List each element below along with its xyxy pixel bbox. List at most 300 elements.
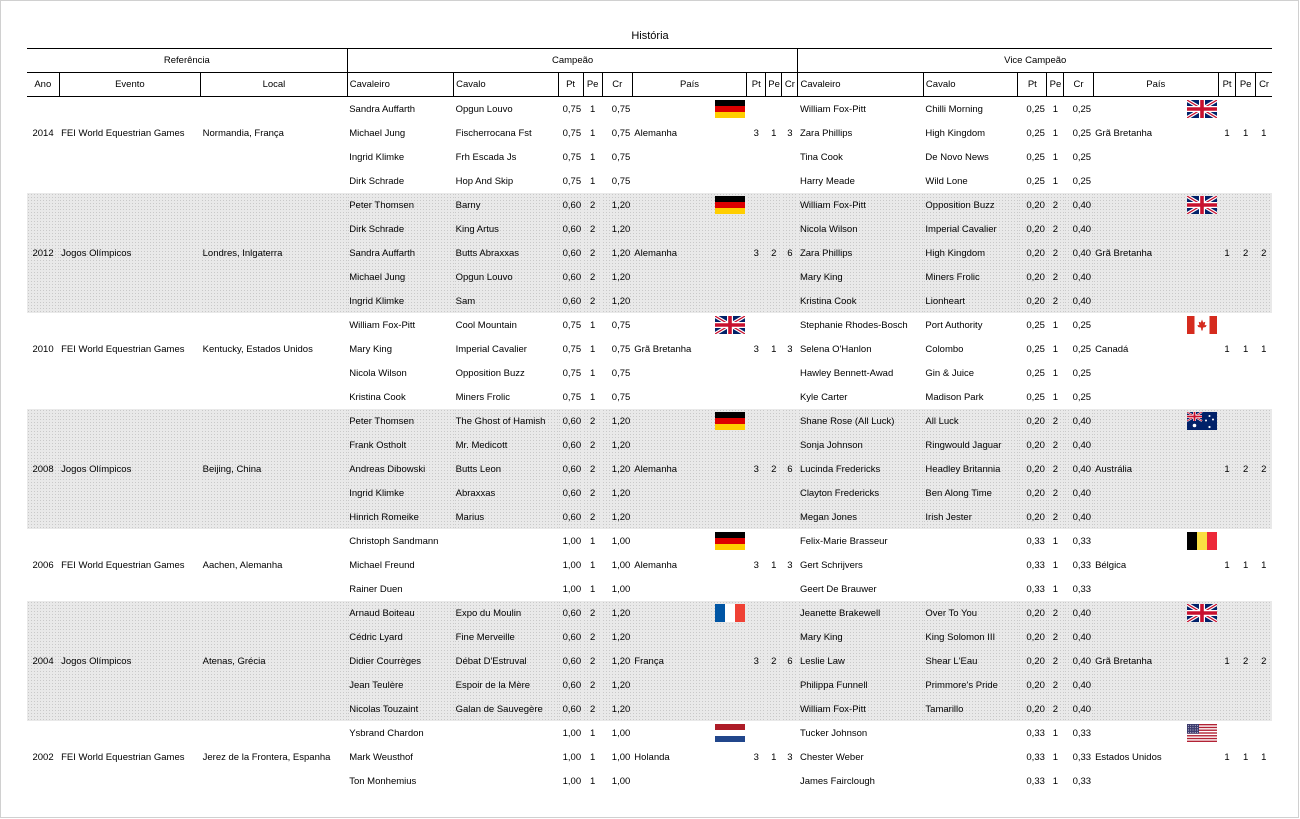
champion-total-cr <box>782 169 798 193</box>
vice-flag-cell <box>1093 601 1218 625</box>
vice-rider-cr: 0,25 <box>1072 343 1092 355</box>
vice-total-pe <box>1236 577 1256 601</box>
champion-rider-pt: 0,60 <box>558 217 583 241</box>
event-cell <box>59 145 201 169</box>
champion-total-pe <box>766 289 782 313</box>
vice-horse: Irish Jester <box>923 505 1017 529</box>
vice-total-cr <box>1256 577 1272 601</box>
champion-horse <box>454 577 558 601</box>
champion-horse: Marius <box>454 505 558 529</box>
vice-rider-pt: 0,20 <box>1018 265 1047 289</box>
vice-total-cr: 2 <box>1256 457 1272 481</box>
vice-total-pt <box>1219 193 1236 217</box>
champion-rider: Cédric Lyard <box>347 625 453 649</box>
champion-rider-pe: 1 <box>589 775 596 787</box>
vice-total-pe <box>1236 433 1256 457</box>
vice-rider-cr: 0,33 <box>1072 583 1092 595</box>
header-evento: Evento <box>59 73 201 97</box>
vice-total-pt <box>1219 289 1236 313</box>
champion-rider-pt: 0,60 <box>558 697 583 721</box>
champion-rider: Mark Weusthof <box>349 751 413 763</box>
champion-rider-pe: 2 <box>583 697 602 721</box>
champion-total-cr: 3 <box>787 751 793 763</box>
champion-rider-pe: 1 <box>589 151 596 163</box>
vice-rider: Kyle Carter <box>799 391 848 403</box>
champion-rider-pt: 0,75 <box>562 391 582 403</box>
vice-rider-cr: 0,25 <box>1072 151 1092 163</box>
champion-country <box>632 385 746 409</box>
group-vice: Vice Campeão <box>798 49 1272 73</box>
vice-rider-cr: 0,33 <box>1072 751 1092 763</box>
champion-horse: Imperial Cavalier <box>455 343 527 355</box>
vice-rider: Stephanie Rhodes-Bosch <box>799 319 908 331</box>
champion-horse: Expo du Moulin <box>454 601 558 625</box>
champion-rider-cr: 1,20 <box>602 649 632 673</box>
champion-rider: Sandra Auffarth <box>347 241 453 265</box>
location-cell <box>201 625 348 649</box>
champion-country: França <box>632 649 746 673</box>
champion-total-pe: 2 <box>766 457 782 481</box>
champion-country <box>632 289 746 313</box>
vice-rider-pe: 2 <box>1047 241 1064 265</box>
vice-rider-cr: 0,40 <box>1064 193 1093 217</box>
vice-rider: Philippa Funnell <box>798 673 923 697</box>
vice-horse: Opposition Buzz <box>923 193 1017 217</box>
vice-total-pt <box>1219 409 1236 433</box>
champion-rider-pt: 0,75 <box>562 103 582 115</box>
vice-country <box>1093 505 1218 529</box>
champion-horse <box>454 745 558 769</box>
location-cell <box>201 361 348 385</box>
vice-rider-cr: 0,40 <box>1064 241 1093 265</box>
champion-rider-pt: 0,60 <box>558 409 583 433</box>
vice-rider-pt: 0,33 <box>1026 751 1045 763</box>
champion-rider-pe: 1 <box>589 535 596 547</box>
champion-horse <box>454 553 558 577</box>
champion-total-pe: 1 <box>771 343 777 355</box>
champion-horse: Cool Mountain <box>455 319 517 331</box>
vice-country <box>1093 217 1218 241</box>
vice-total-pt <box>1219 529 1236 553</box>
vice-total-cr: 2 <box>1256 649 1272 673</box>
champion-rider-pt: 1,00 <box>562 535 582 547</box>
vice-rider-pt: 0,33 <box>1026 775 1045 787</box>
vice-total-pt <box>1219 601 1236 625</box>
champion-flag-cell <box>632 529 746 553</box>
champion-total-pt <box>747 409 766 433</box>
vice-rider-pe: 2 <box>1047 625 1064 649</box>
champion-country <box>632 577 746 601</box>
vice-rider: Tina Cook <box>799 151 843 163</box>
vice-rider-cr: 0,40 <box>1064 697 1093 721</box>
year-cell <box>27 97 59 122</box>
vice-rider-pe: 1 <box>1052 535 1059 547</box>
table-row <box>27 121 1272 145</box>
champion-country <box>632 265 746 289</box>
table-row <box>27 313 1272 337</box>
vice-country: Bélgica <box>1095 559 1127 571</box>
vice-rider: Zara Phillips <box>799 127 853 139</box>
champion-rider-cr: 1,20 <box>602 265 632 289</box>
vice-rider-pt: 0,25 <box>1026 367 1045 379</box>
champion-rider-cr: 0,75 <box>611 391 631 403</box>
germany-flag-icon <box>715 412 745 430</box>
champion-total-cr <box>782 313 798 337</box>
vice-rider-pe: 2 <box>1047 409 1064 433</box>
champion-rider-pe: 1 <box>589 367 596 379</box>
champion-total-cr: 6 <box>782 457 798 481</box>
vice-rider-pt: 0,20 <box>1018 601 1047 625</box>
vice-rider-pe: 2 <box>1047 457 1064 481</box>
vice-rider: Clayton Fredericks <box>798 481 923 505</box>
champion-total-cr <box>782 601 798 625</box>
location-cell <box>201 673 348 697</box>
champion-total-cr <box>782 433 798 457</box>
champion-rider-cr: 1,00 <box>611 559 631 571</box>
vice-country <box>1093 481 1218 505</box>
champion-total-pe <box>766 265 782 289</box>
champion-rider: Dirk Schrade <box>349 175 405 187</box>
location-cell <box>201 193 348 217</box>
table-row <box>27 217 1272 241</box>
champion-country <box>632 481 746 505</box>
year-cell <box>27 313 59 337</box>
vice-total-pe <box>1236 769 1256 793</box>
champion-rider-cr: 1,00 <box>611 727 631 739</box>
champion-total-pe <box>766 193 782 217</box>
vice-rider-pt: 0,25 <box>1026 343 1045 355</box>
champion-rider-pe: 2 <box>583 289 602 313</box>
champion-rider: Arnaud Boiteau <box>347 601 453 625</box>
champion-horse: King Artus <box>454 217 558 241</box>
vice-total-pt <box>1219 217 1236 241</box>
vice-rider-cr: 0,33 <box>1072 775 1092 787</box>
event-cell <box>59 601 201 625</box>
champion-total-cr: 3 <box>787 127 793 139</box>
champion-rider-cr: 0,75 <box>611 103 631 115</box>
champion-total-cr <box>782 697 798 721</box>
location-cell <box>201 289 348 313</box>
champion-total-pe <box>766 97 782 122</box>
vice-rider-cr: 0,40 <box>1064 457 1093 481</box>
vice-rider-pe: 1 <box>1052 583 1059 595</box>
vice-rider-pe: 1 <box>1052 343 1059 355</box>
champion-rider-cr: 0,75 <box>611 319 631 331</box>
champion-total-pe <box>766 577 782 601</box>
champion-total-pt <box>747 577 766 601</box>
vice-total-cr: 1 <box>1261 127 1267 139</box>
usa-flag-icon <box>1187 724 1217 742</box>
vice-horse: Ben Along Time <box>923 481 1017 505</box>
vice-rider-pt: 0,33 <box>1026 559 1045 571</box>
vice-total-cr <box>1256 505 1272 529</box>
champion-rider-cr: 1,20 <box>602 289 632 313</box>
location-cell: Atenas, Grécia <box>201 649 348 673</box>
table-row <box>27 145 1272 169</box>
vice-total-cr: 2 <box>1256 241 1272 265</box>
year-cell <box>27 481 59 505</box>
champion-total-pe: 1 <box>771 559 777 571</box>
year-cell <box>27 529 59 553</box>
champion-total-pe <box>766 601 782 625</box>
location-cell <box>201 769 348 793</box>
champion-total-pe: 2 <box>766 649 782 673</box>
champion-country: Alemanha <box>634 127 678 139</box>
champion-total-pt <box>747 721 766 745</box>
table-row <box>27 505 1272 529</box>
champion-total-pe: 1 <box>771 751 777 763</box>
vice-rider: Shane Rose (All Luck) <box>798 409 923 433</box>
vice-total-cr <box>1256 697 1272 721</box>
vice-horse <box>923 721 1017 745</box>
group-campeao: Campeão <box>347 49 798 73</box>
vice-rider-pe: 2 <box>1047 673 1064 697</box>
champion-rider-pe: 1 <box>589 127 596 139</box>
vice-total-pe <box>1236 601 1256 625</box>
vice-total-cr <box>1256 169 1272 193</box>
vice-rider: Felix-Marie Brasseur <box>799 535 888 547</box>
champion-rider: Rainer Duen <box>349 583 403 595</box>
year-cell <box>27 193 59 217</box>
champion-horse: Fine Merveille <box>454 625 558 649</box>
vice-rider-pe: 2 <box>1047 505 1064 529</box>
vice-horse: Gin & Juice <box>925 367 974 379</box>
vice-horse: Shear L'Eau <box>923 649 1017 673</box>
table-row <box>27 241 1272 265</box>
location-cell: Normandia, França <box>202 127 284 139</box>
vice-rider-pe: 1 <box>1052 727 1059 739</box>
vice-rider-cr: 0,25 <box>1072 103 1092 115</box>
vice-rider: Kristina Cook <box>798 289 923 313</box>
champion-total-pe <box>766 529 782 553</box>
vice-total-pe: 1 <box>1242 343 1249 355</box>
champion-rider-cr: 1,20 <box>602 241 632 265</box>
location-cell <box>201 505 348 529</box>
vice-total-cr: 1 <box>1261 751 1267 763</box>
vice-country: Austrália <box>1093 457 1218 481</box>
champion-rider-pe: 2 <box>583 481 602 505</box>
vice-horse: All Luck <box>923 409 1017 433</box>
year-cell: 2012 <box>27 241 59 265</box>
year-cell <box>27 289 59 313</box>
vice-rider-pt: 0,20 <box>1018 241 1047 265</box>
vice-horse: Lionheart <box>923 289 1017 313</box>
vice-rider-cr: 0,25 <box>1072 367 1092 379</box>
vice-horse: Madison Park <box>925 391 984 403</box>
champion-rider-cr: 0,75 <box>611 343 631 355</box>
table-row <box>27 481 1272 505</box>
vice-total-cr: 1 <box>1261 559 1267 571</box>
table-row <box>27 97 1272 122</box>
vice-total-pe <box>1236 169 1256 193</box>
germany-flag-icon <box>715 100 745 118</box>
vice-total-pe <box>1236 505 1256 529</box>
vice-horse <box>923 769 1017 793</box>
location-cell <box>201 481 348 505</box>
header-cr: Cr <box>602 73 632 97</box>
vice-total-pe <box>1236 721 1256 745</box>
event-cell <box>59 577 201 601</box>
vice-horse: Imperial Cavalier <box>923 217 1017 241</box>
champion-rider-pt: 1,00 <box>562 751 582 763</box>
champion-rider-pt: 1,00 <box>562 727 582 739</box>
year-cell <box>27 601 59 625</box>
champion-rider-cr: 1,00 <box>611 751 631 763</box>
champion-total-pe: 2 <box>766 241 782 265</box>
champion-total-pe <box>766 481 782 505</box>
year-cell <box>27 769 59 793</box>
vice-total-cr <box>1256 193 1272 217</box>
vice-total-cr <box>1256 409 1272 433</box>
vice-total-pt <box>1219 169 1236 193</box>
vice-flag-cell <box>1093 529 1218 553</box>
champion-country <box>632 697 746 721</box>
vice-rider-pe: 2 <box>1047 217 1064 241</box>
vice-total-cr <box>1256 529 1272 553</box>
champion-country: Grã Bretanha <box>634 343 692 355</box>
event-cell <box>59 385 201 409</box>
champion-rider-pt: 0,75 <box>562 367 582 379</box>
vice-country: Grã Bretanha <box>1093 241 1218 265</box>
vice-country: Estados Unidos <box>1095 751 1162 763</box>
champion-rider-cr: 0,75 <box>611 175 631 187</box>
vice-flag-cell <box>1093 721 1218 745</box>
vice-rider-pe: 2 <box>1047 649 1064 673</box>
table-row <box>27 433 1272 457</box>
champion-total-pe <box>766 169 782 193</box>
vice-country: Grã Bretanha <box>1093 649 1218 673</box>
champion-horse: Opgun Louvo <box>455 103 513 115</box>
champion-horse: Mr. Medicott <box>454 433 558 457</box>
champion-country <box>632 505 746 529</box>
champion-horse: Opgun Louvo <box>454 265 558 289</box>
header-cavalo: Cavalo <box>923 73 1017 97</box>
vice-rider-pe: 2 <box>1047 481 1064 505</box>
champion-rider: Ingrid Klimke <box>349 151 405 163</box>
champion-rider: Peter Thomsen <box>347 193 453 217</box>
vice-rider-pe: 1 <box>1052 559 1059 571</box>
champion-rider-pt: 0,75 <box>562 175 582 187</box>
champion-horse <box>454 721 558 745</box>
belgium-flag-icon <box>1187 532 1217 550</box>
location-cell: Beijing, China <box>201 457 348 481</box>
year-cell <box>27 265 59 289</box>
vice-rider-pe: 2 <box>1047 433 1064 457</box>
location-cell <box>201 265 348 289</box>
header-cr: Cr <box>782 73 798 97</box>
champion-total-cr <box>782 193 798 217</box>
champion-country <box>632 625 746 649</box>
champion-rider-cr: 1,20 <box>602 505 632 529</box>
year-cell <box>27 361 59 385</box>
location-cell <box>201 601 348 625</box>
vice-country <box>1093 169 1218 193</box>
champion-horse: Miners Frolic <box>455 391 510 403</box>
champion-horse: Butts Leon <box>454 457 558 481</box>
vice-total-pt <box>1219 673 1236 697</box>
vice-rider-pe: 1 <box>1052 103 1059 115</box>
champion-total-pt <box>747 601 766 625</box>
vice-rider-pt: 0,25 <box>1026 151 1045 163</box>
table-row <box>27 169 1272 193</box>
location-cell <box>201 169 348 193</box>
champion-total-pe: 1 <box>771 127 777 139</box>
champion-rider-pt: 0,60 <box>558 433 583 457</box>
location-cell <box>201 313 348 337</box>
vice-total-cr <box>1256 721 1272 745</box>
champion-total-cr <box>782 505 798 529</box>
vice-rider-cr: 0,25 <box>1072 127 1092 139</box>
champion-horse: Fischerrocana Fst <box>455 127 532 139</box>
champion-rider-cr: 1,20 <box>602 217 632 241</box>
group-referencia: Referência <box>27 49 347 73</box>
vice-rider-pe: 1 <box>1052 127 1059 139</box>
champion-rider-cr: 1,20 <box>602 697 632 721</box>
table-row <box>27 385 1272 409</box>
champion-country: Alemanha <box>632 457 746 481</box>
header-pais: País <box>632 73 746 97</box>
vice-total-pe <box>1236 289 1256 313</box>
vice-rider-pe: 2 <box>1047 193 1064 217</box>
vice-total-cr <box>1256 673 1272 697</box>
vice-total-pt <box>1219 313 1236 337</box>
champion-total-cr: 6 <box>782 649 798 673</box>
champion-rider-pe: 2 <box>583 649 602 673</box>
champion-total-pe <box>766 385 782 409</box>
vice-rider-cr: 0,40 <box>1064 481 1093 505</box>
header-pais: País <box>1093 73 1218 97</box>
champion-flag-cell <box>632 601 746 625</box>
vice-rider-cr: 0,25 <box>1072 175 1092 187</box>
champion-rider: Didier Courrèges <box>347 649 453 673</box>
table-row <box>27 457 1272 481</box>
champion-rider-cr: 0,75 <box>611 151 631 163</box>
champion-rider-pt: 0,60 <box>558 625 583 649</box>
champion-rider: Hinrich Romeike <box>347 505 453 529</box>
table-row <box>27 409 1272 433</box>
vice-horse: Miners Frolic <box>923 265 1017 289</box>
champion-horse <box>454 769 558 793</box>
table-row <box>27 673 1272 697</box>
champion-rider-pe: 2 <box>583 601 602 625</box>
vice-rider-pt: 0,25 <box>1026 319 1045 331</box>
vice-rider-cr: 0,40 <box>1064 265 1093 289</box>
vice-rider-pe: 1 <box>1052 175 1059 187</box>
champion-rider-pe: 1 <box>589 319 596 331</box>
vice-horse: Ringwould Jaguar <box>923 433 1017 457</box>
year-cell <box>27 505 59 529</box>
vice-total-cr <box>1256 289 1272 313</box>
champion-rider: Nicola Wilson <box>349 367 407 379</box>
champion-rider-pt: 0,60 <box>558 481 583 505</box>
vice-total-pt: 1 <box>1224 751 1230 763</box>
champion-rider-pt: 0,60 <box>558 193 583 217</box>
year-cell <box>27 673 59 697</box>
vice-horse: Headley Britannia <box>923 457 1017 481</box>
vice-rider-pt: 0,20 <box>1018 217 1047 241</box>
vice-total-pt <box>1219 697 1236 721</box>
champion-country <box>632 769 746 793</box>
champion-total-pt <box>747 769 766 793</box>
vice-horse <box>923 553 1017 577</box>
location-cell <box>201 97 348 122</box>
vice-horse: Chilli Morning <box>925 103 983 115</box>
table-row <box>27 289 1272 313</box>
vice-country <box>1093 433 1218 457</box>
vice-total-pt <box>1219 265 1236 289</box>
location-cell <box>201 433 348 457</box>
vice-country <box>1093 265 1218 289</box>
